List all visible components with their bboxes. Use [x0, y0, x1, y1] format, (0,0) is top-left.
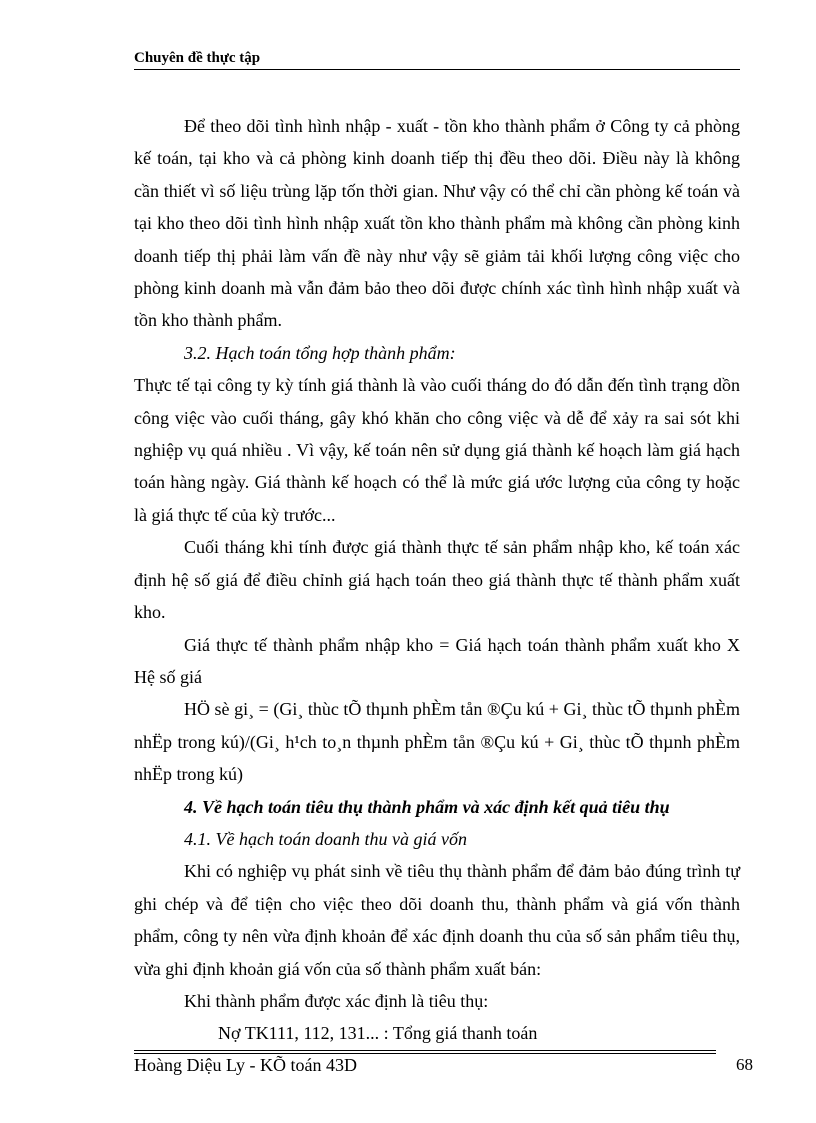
- footer-author: Hoàng Diệu Ly - KÕ toán 43D: [134, 1055, 357, 1075]
- document-body: [134, 110, 740, 1050]
- page-number: 68: [736, 1055, 753, 1074]
- paragraph-planned-cost: Thực tế tại công ty kỳ tính giá thành là vào cuối tháng do đó dẫn đến tình trạng dồn công việc vào cuối tháng, gây khó khăn cho công việc và dễ để xảy ra sai sót khi nghiệp vụ quá nhiều . Vì vậy, kế toán nên sử dụng giá thành kế hoạch làm giá hạch toán hàng ngày. Giá thành kế hoạch có thể là mức giá ước lượng của công ty hoặc là giá thực tế của kỳ trước...: [134, 375, 740, 525]
- header-rule: [134, 69, 740, 70]
- paragraph-inventory-tracking: Để theo dõi tình hình nhập - xuất - tồn kho thành phẩm ở Công ty cả phòng kế toán, tại kho và cả phòng kinh doanh tiếp thị đều theo dõi. Điều này là không cần thiết vì số liệu trùng lặp tốn thời gian. Như vậy có thể chỉ cần phòng kế toán và tại kho theo dõi tình hình nhập xuất tồn kho thành phẩm mà không cần phòng kinh doanh tiếp thị phải làm vấn đề này như vậy sẽ giảm tải khối lượng công việc cho phòng kinh doanh mà vẫn đảm bảo theo dõi được chính xác tình hình nhập xuất và tồn kho thành phẩm.: [134, 116, 740, 331]
- footer-rule-double: [134, 1053, 716, 1054]
- section-heading-4-1: 4.1. Về hạch toán doanh thu và giá vốn: [184, 828, 467, 849]
- paragraph-formula-actual-price: Giá thực tế thành phẩm nhập kho = Giá hạch toán thành phẩm xuất kho X Hệ số giá: [134, 634, 740, 687]
- paragraph-month-end: Cuối tháng khi tính được giá thành thực tế sản phẩm nhập kho, kế toán xác định hệ số giá để điều chỉnh giá hạch toán theo giá thành thực tế thành phẩm xuất kho.: [134, 537, 740, 623]
- section-heading-3-2: 3.2. Hạch toán tổng hợp thành phẩm:: [184, 342, 456, 363]
- paragraph-when-sold: Khi thành phẩm được xác định là tiêu thụ:: [184, 990, 489, 1011]
- footer-rule: [134, 1050, 716, 1051]
- page-header-title: Chuyên đề thực tập: [134, 50, 261, 66]
- section-heading-4: 4. Về hạch toán tiêu thụ thành phẩm và xác định kết quả tiêu thụ: [184, 796, 670, 817]
- paragraph-debit-entry: Nợ TK111, 112, 131... : Tổng giá thanh toán: [218, 1023, 538, 1044]
- paragraph-revenue-cost: Khi có nghiệp vụ phát sinh về tiêu thụ thành phẩm để đảm bảo đúng trình tự ghi chép và để tiện cho việc theo dõi doanh thu, thành phẩm và giá vốn thành phẩm, công ty nên vừa định khoản để xác định doanh thu của số sản phẩm tiêu thụ, vừa ghi định khoản giá vốn của số thành phẩm xuất bán:: [134, 861, 740, 979]
- paragraph-price-coefficient: HÖ sè gi¸ = (Gi¸ thùc tÕ thµnh phÈm tån ®Çu kú + Gi¸ thùc tÕ thµnh phÈm nhËp trong kú)/(Gi¸ h¹ch to¸n thµnh phÈm tån ®Çu kú + Gi¸ thùc tÕ thµnh phÈm nhËp trong kú): [134, 699, 740, 785]
